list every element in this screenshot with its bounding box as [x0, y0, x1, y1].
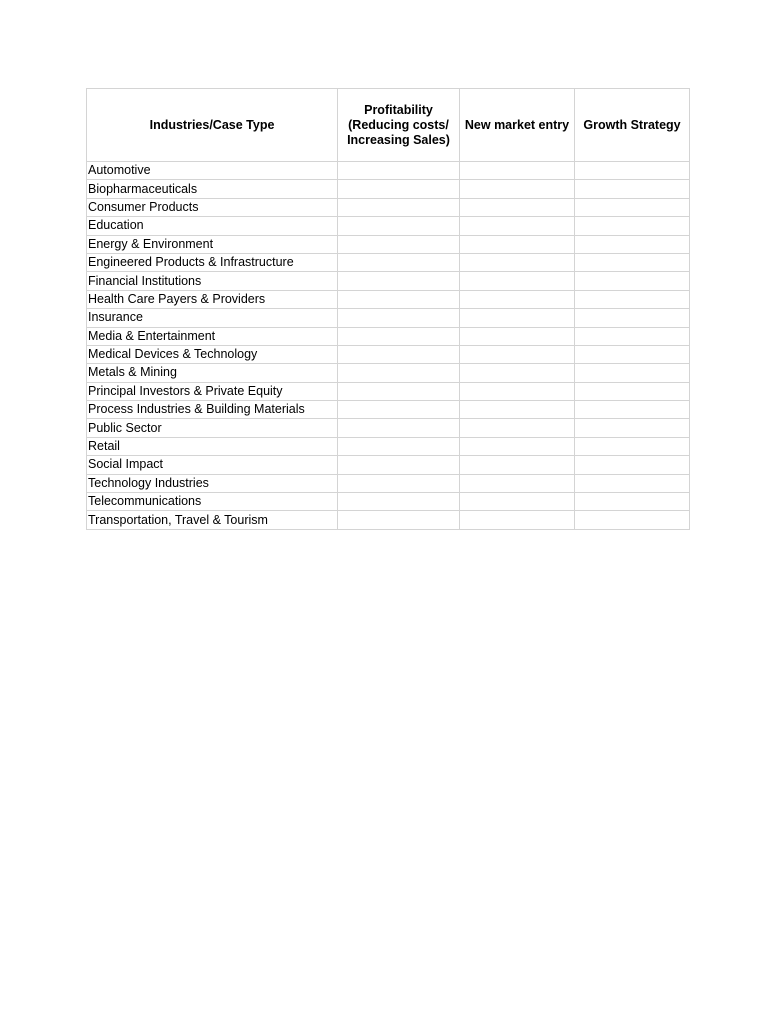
profitability-cell	[338, 162, 460, 180]
new-market-entry-cell	[460, 345, 575, 363]
new-market-entry-cell	[460, 198, 575, 216]
industry-cell: Engineered Products & Infrastructure	[87, 253, 338, 271]
growth-strategy-cell	[575, 253, 690, 271]
profitability-cell	[338, 474, 460, 492]
profitability-cell	[338, 401, 460, 419]
industry-cell: Metals & Mining	[87, 364, 338, 382]
profitability-cell	[338, 437, 460, 455]
new-market-entry-cell	[460, 217, 575, 235]
table-row	[87, 235, 690, 253]
industry-cell: Biopharmaceuticals	[87, 180, 338, 198]
header-row	[87, 89, 690, 162]
profitability-cell	[338, 290, 460, 308]
header-profitability: Profitability (Reducing costs/ Increasing Sales)	[338, 89, 460, 162]
profitability-cell	[338, 235, 460, 253]
growth-strategy-cell	[575, 364, 690, 382]
profitability-cell	[338, 382, 460, 400]
new-market-entry-cell	[460, 253, 575, 271]
profitability-cell	[338, 198, 460, 216]
new-market-entry-cell	[460, 437, 575, 455]
profitability-cell	[338, 327, 460, 345]
table-row	[87, 162, 690, 180]
industry-cell: Transportation, Travel & Tourism	[87, 511, 338, 529]
new-market-entry-cell	[460, 290, 575, 308]
industry-cell: Principal Investors & Private Equity	[87, 382, 338, 400]
industry-cell: Technology Industries	[87, 474, 338, 492]
profitability-cell	[338, 511, 460, 529]
table-row	[87, 180, 690, 198]
profitability-cell	[338, 217, 460, 235]
profitability-cell	[338, 309, 460, 327]
growth-strategy-cell	[575, 437, 690, 455]
growth-strategy-cell	[575, 474, 690, 492]
growth-strategy-cell	[575, 180, 690, 198]
table-body	[87, 162, 690, 530]
profitability-cell	[338, 456, 460, 474]
industry-cell: Education	[87, 217, 338, 235]
industry-cell: Telecommunications	[87, 493, 338, 511]
table-row	[87, 290, 690, 308]
new-market-entry-cell	[460, 511, 575, 529]
new-market-entry-cell	[460, 474, 575, 492]
profitability-cell	[338, 419, 460, 437]
table-row	[87, 493, 690, 511]
growth-strategy-cell	[575, 162, 690, 180]
table-row	[87, 419, 690, 437]
new-market-entry-cell	[460, 162, 575, 180]
industry-cell: Insurance	[87, 309, 338, 327]
new-market-entry-cell	[460, 456, 575, 474]
industry-cell: Social Impact	[87, 456, 338, 474]
table-row	[87, 217, 690, 235]
industry-cell: Financial Institutions	[87, 272, 338, 290]
growth-strategy-cell	[575, 217, 690, 235]
profitability-cell	[338, 253, 460, 271]
industry-cell: Automotive	[87, 162, 338, 180]
growth-strategy-cell	[575, 493, 690, 511]
new-market-entry-cell	[460, 327, 575, 345]
growth-strategy-cell	[575, 345, 690, 363]
growth-strategy-cell	[575, 235, 690, 253]
new-market-entry-cell	[460, 493, 575, 511]
new-market-entry-cell	[460, 235, 575, 253]
table-row	[87, 272, 690, 290]
profitability-cell	[338, 345, 460, 363]
profitability-cell	[338, 180, 460, 198]
growth-strategy-cell	[575, 272, 690, 290]
table-row	[87, 309, 690, 327]
new-market-entry-cell	[460, 382, 575, 400]
profitability-cell	[338, 364, 460, 382]
growth-strategy-cell	[575, 382, 690, 400]
table-row	[87, 511, 690, 529]
industry-cell: Media & Entertainment	[87, 327, 338, 345]
table-row	[87, 456, 690, 474]
profitability-cell	[338, 272, 460, 290]
growth-strategy-cell	[575, 309, 690, 327]
growth-strategy-cell	[575, 198, 690, 216]
header-new-market-entry: New market entry	[460, 89, 575, 162]
growth-strategy-cell	[575, 511, 690, 529]
table-row	[87, 253, 690, 271]
table-row	[87, 364, 690, 382]
industry-case-table	[86, 88, 690, 530]
new-market-entry-cell	[460, 364, 575, 382]
table-row	[87, 437, 690, 455]
industry-cell: Energy & Environment	[87, 235, 338, 253]
table-row	[87, 327, 690, 345]
new-market-entry-cell	[460, 401, 575, 419]
new-market-entry-cell	[460, 180, 575, 198]
profitability-cell	[338, 493, 460, 511]
industry-cell: Process Industries & Building Materials	[87, 401, 338, 419]
industry-cell: Medical Devices & Technology	[87, 345, 338, 363]
table-row	[87, 401, 690, 419]
industry-cell: Retail	[87, 437, 338, 455]
growth-strategy-cell	[575, 290, 690, 308]
header-industries: Industries/Case Type	[87, 89, 338, 162]
new-market-entry-cell	[460, 419, 575, 437]
industry-cell: Consumer Products	[87, 198, 338, 216]
industry-cell: Public Sector	[87, 419, 338, 437]
new-market-entry-cell	[460, 272, 575, 290]
table-row	[87, 345, 690, 363]
growth-strategy-cell	[575, 456, 690, 474]
new-market-entry-cell	[460, 309, 575, 327]
growth-strategy-cell	[575, 401, 690, 419]
table-row	[87, 382, 690, 400]
table-row	[87, 198, 690, 216]
growth-strategy-cell	[575, 419, 690, 437]
growth-strategy-cell	[575, 327, 690, 345]
header-growth-strategy: Growth Strategy	[575, 89, 690, 162]
table-row	[87, 474, 690, 492]
industry-cell: Health Care Payers & Providers	[87, 290, 338, 308]
